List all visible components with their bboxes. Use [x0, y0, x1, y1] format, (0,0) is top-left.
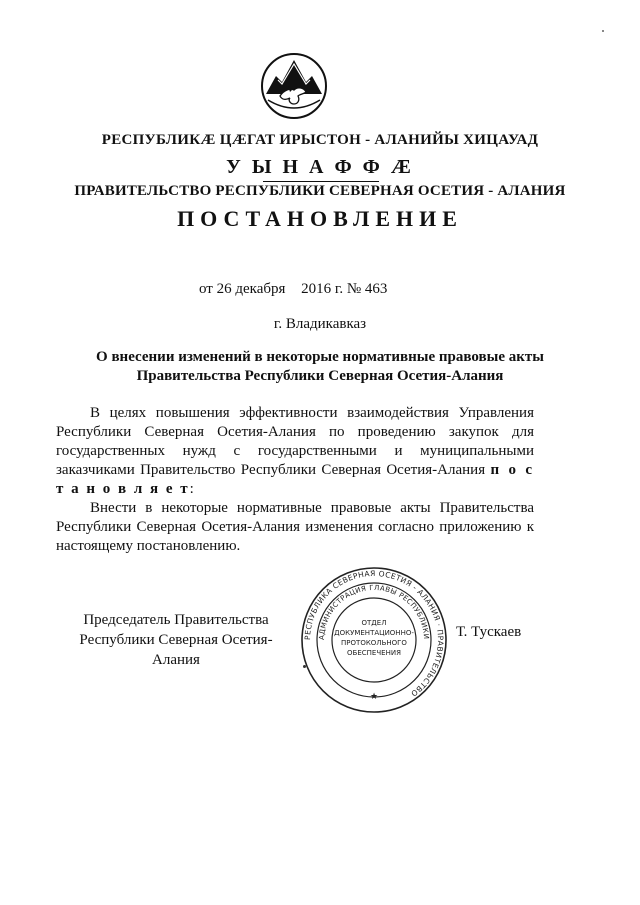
- preamble-paragraph: [56, 404, 534, 499]
- ossetian-government-heading: РЕСПУБЛИКÆ ЦÆГАТ ИРЫСТОН - АЛАНИЙЫ ХИЦАУАД: [101, 132, 539, 148]
- document-title: [0, 348, 640, 386]
- seal-center-line-3: ПРОТОКОЛЬНОГО: [341, 639, 407, 647]
- document-type-heading: ПОСТАНОВЛЕНИЕ: [177, 206, 463, 231]
- decree-colon: :: [189, 481, 194, 497]
- title-line-1: О внесении изменений в некоторые нормативные правовые акты: [96, 349, 544, 365]
- document-number: № 463: [346, 281, 388, 297]
- coat-of-arms-emblem: [260, 50, 328, 122]
- seal-inner-text: АДМИНИСТРАЦИЯ ГЛАВЫ РЕСПУБЛИКИ: [317, 583, 431, 641]
- official-stamp-seal: [300, 565, 448, 715]
- scan-speck: [602, 30, 604, 32]
- decree-word: п о с т а н о в л я е т: [56, 462, 534, 497]
- svg-text:★: ★: [369, 691, 379, 701]
- seal-center-line-1: ОТДЕЛ: [361, 619, 387, 627]
- government-heading: ПРАВИТЕЛЬСТВО РЕСПУБЛИКИ СЕВЕРНАЯ ОСЕТИЯ - АЛАНИЯ: [74, 183, 566, 199]
- date-number-line: [199, 281, 387, 298]
- signatory-position-line-2: Республики Северная Осетия-Алания: [79, 632, 273, 668]
- seal-center-line-2: ДОКУМЕНТАЦИОННО-: [334, 629, 414, 637]
- preamble-text: В целях повышения эффективности взаимодействия Управления Республики Северная Осетия-Алания по проведению закупок для государственных нужд с государственными и муниципальными заказчиками Правительство Республики Северная Осетия-Алания: [56, 405, 534, 478]
- seal-outer-text: РЕСПУБЛИКА СЕВЕРНАЯ ОСЕТИЯ - АЛАНИЯ · ПРАВИТЕЛЬСТВО: [302, 568, 446, 699]
- ink-dot: [303, 665, 306, 668]
- date-prefix: от: [199, 281, 213, 297]
- signatory-name: Т. Тускаев: [456, 624, 522, 640]
- signatory-position-line-1: Председатель Правительства: [83, 612, 269, 628]
- document-body: [56, 404, 534, 556]
- ossetian-document-type: У Ы Н А Ф Ф Æ: [226, 156, 414, 178]
- document-year: 2016 г.: [301, 281, 344, 297]
- signatory-position: [56, 610, 296, 670]
- document-date: 26 декабря: [216, 281, 286, 297]
- heading-underline: [263, 181, 379, 182]
- title-line-2: Правительства Республики Северная Осетия-Алания: [136, 368, 504, 384]
- resolution-paragraph: Внести в некоторые нормативные правовые акты Правительства Республики Северная Осетия-Алания изменения согласно приложению к настоящему постановлению.: [56, 500, 534, 554]
- seal-center-line-4: ОБЕСПЕЧЕНИЯ: [347, 649, 401, 657]
- city-line: г. Владикавказ: [273, 316, 367, 332]
